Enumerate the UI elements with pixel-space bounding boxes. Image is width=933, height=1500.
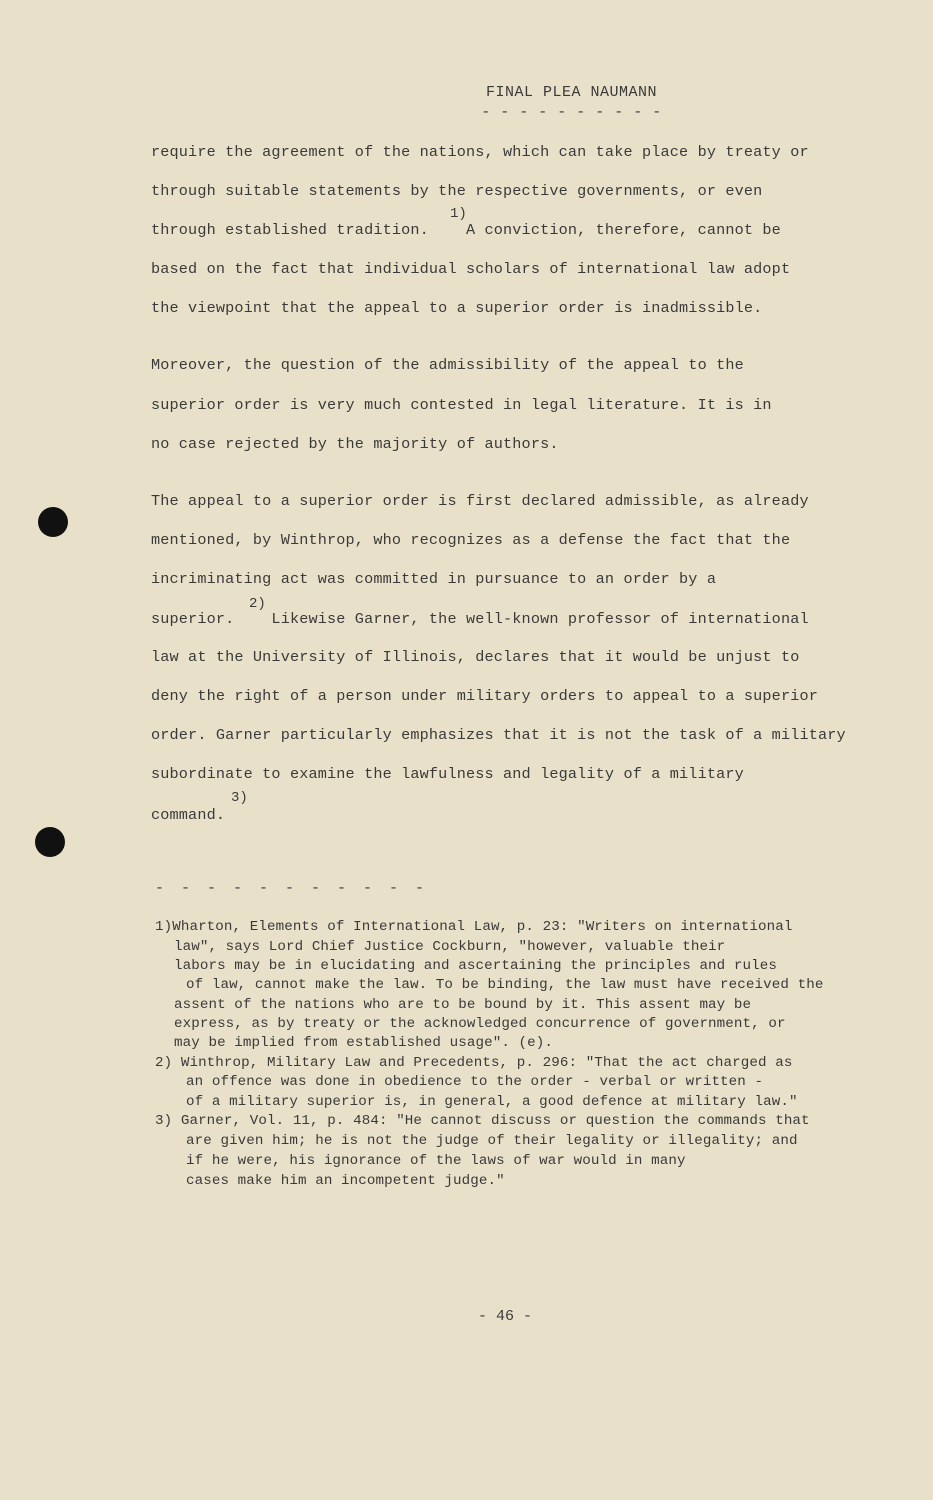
body-line: the viewpoint that the appeal to a superior order is inadmissible. <box>151 299 763 317</box>
footnote-line: 3) Garner, Vol. 11, p. 484: "He cannot discuss or question the commands that <box>155 1113 810 1129</box>
footnote-ref-1: 1) <box>450 206 467 222</box>
title-underline: - - - - - - - - - - <box>481 104 662 121</box>
body-line: through established tradition. A conviction, therefore, cannot be <box>151 221 781 239</box>
footnote-line: if he were, his ignorance of the laws of war would in many <box>186 1153 686 1169</box>
body-line: incriminating act was committed in pursuance to an order by a <box>151 570 717 588</box>
page-header <box>0 84 933 101</box>
footnote-line: of law, cannot make the law. To be binding, the law must have received the <box>186 977 824 993</box>
footnote-line: an offence was done in obedience to the order - verbal or written - <box>186 1074 764 1090</box>
body-line: no case rejected by the majority of authors. <box>151 435 559 453</box>
body-line: superior. Likewise Garner, the well-known professor of international <box>151 610 809 628</box>
body-line: based on the fact that individual scholars of international law adopt <box>151 260 791 278</box>
footnote-line: law", says Lord Chief Justice Cockburn, "however, valuable their <box>174 939 726 955</box>
body-line: The appeal to a superior order is first declared admissible, as already <box>151 492 809 510</box>
body-line: deny the right of a person under military orders to appeal to a superior <box>151 687 819 705</box>
document-title: FINAL PLEA NAUMANN <box>485 84 658 101</box>
footnote-line: of a military superior is, in general, a good defence at military law." <box>186 1094 798 1110</box>
footnote-divider: - - - - - - - - - - - <box>155 880 429 897</box>
body-line: command. <box>151 806 226 824</box>
footnote-line: are given him; he is not the judge of their legality or illegality; and <box>186 1133 798 1149</box>
footnote-ref-3: 3) <box>231 790 248 806</box>
footnote-ref-2: 2) <box>249 596 266 612</box>
page-number: - 46 - <box>478 1308 533 1325</box>
body-line: require the agreement of the nations, which can take place by treaty or <box>151 143 809 161</box>
footnote-line: labors may be in elucidating and ascertaining the principles and rules <box>174 958 777 974</box>
footnote-line: cases make him an incompetent judge." <box>186 1173 505 1189</box>
footnote-line: 1)Wharton, Elements of International Law, p. 23: "Writers on international <box>155 919 793 935</box>
footnote-line: assent of the nations who are to be bound by it. This assent may be <box>174 997 752 1013</box>
binder-hole <box>35 827 65 857</box>
body-line: superior order is very much contested in legal literature. It is in <box>151 396 772 414</box>
binder-hole <box>38 507 68 537</box>
body-line: through suitable statements by the respective governments, or even <box>151 182 763 200</box>
body-line: subordinate to examine the lawfulness and legality of a military <box>151 765 744 783</box>
footnote-line: 2) Winthrop, Military Law and Precedents, p. 296: "That the act charged as <box>155 1055 793 1071</box>
body-line: mentioned, by Winthrop, who recognizes as a defense the fact that the <box>151 531 791 549</box>
body-line: Moreover, the question of the admissibility of the appeal to the <box>151 356 744 374</box>
body-line: order. Garner particularly emphasizes that it is not the task of a military <box>151 726 846 744</box>
footnote-line: express, as by treaty or the acknowledged concurrence of government, or <box>174 1016 786 1032</box>
footnote-line: may be implied from established usage". (e). <box>174 1035 554 1051</box>
body-line: law at the University of Illinois, declares that it would be unjust to <box>151 648 800 666</box>
